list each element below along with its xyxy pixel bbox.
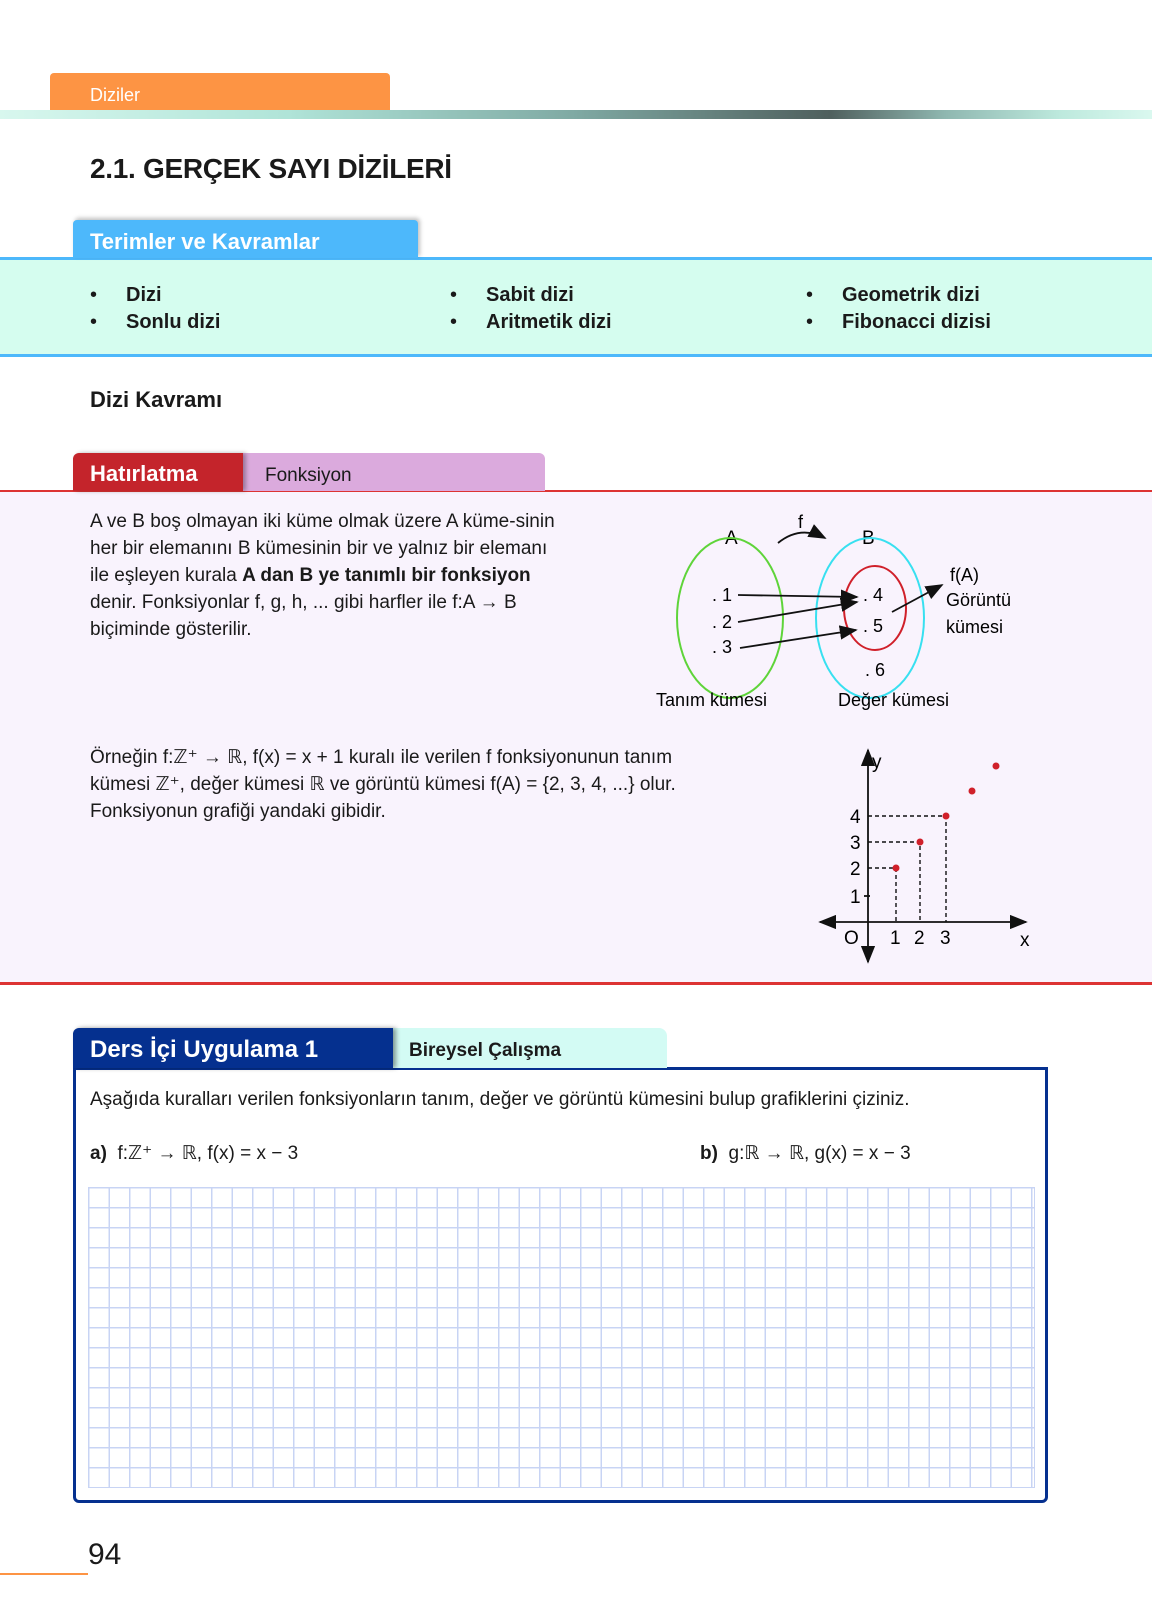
term-item: • Geometrik dizi [842,284,980,307]
image-label: f(A) [950,565,979,585]
reminder-topic-tab [230,453,545,491]
x-tick: 1 [890,928,901,949]
mapping-diagram [640,505,1020,715]
x-tick: 3 [940,928,951,949]
codomain-caption: Değer kümesi [838,690,950,710]
y-tick: 3 [850,833,861,854]
image-set-ellipse [844,566,906,650]
chapter-label: Diziler [90,85,141,105]
term-item: • Sabit dizi [486,284,574,307]
element-6: . 6 [865,660,886,680]
y-tick: 1 [850,887,861,908]
x-axis-label: x [1020,930,1030,951]
page-title: 2.1. GERÇEK SAYI DİZİLERİ [90,153,452,184]
exercise-part-a [90,1142,298,1165]
origin-label: O [844,928,859,949]
function-label: f [798,512,804,532]
part-label: a) [90,1143,107,1164]
element-2: . 2 [712,612,733,632]
chapter-tab [50,73,390,110]
term-item: • Fibonacci dizisi [842,311,991,334]
reminder-tab [73,453,243,491]
terms-tab [73,220,418,258]
answer-grid[interactable] [88,1187,1035,1488]
part-expression: f:ℤ⁺ → ℝ, f(x) = x − 3 [117,1143,299,1164]
set-b-label: B [862,528,875,549]
reminder-tab-label: Hatırlatma [90,461,198,486]
term-item: • Dizi [126,284,162,307]
exercise-mode-tab [385,1028,667,1068]
term-item: • Sonlu dizi [126,311,220,334]
definition-term: A dan B ye tanımlı bir fonksiyon [242,565,531,586]
term-item: • Aritmetik dizi [486,311,612,334]
header-bar [0,110,1152,119]
y-tick: 2 [850,859,861,880]
x-tick: 2 [914,928,925,949]
terms-box [0,257,1152,357]
function-graph [800,730,1040,970]
page-number: 94 [88,1538,122,1571]
y-axis-label: y [872,752,882,773]
terms-tab-label: Terimler ve Kavramlar [90,229,320,254]
element-5: . 5 [863,616,884,636]
element-1: . 1 [712,585,733,605]
exercise-tab [73,1028,393,1068]
element-4: . 4 [863,585,884,605]
domain-caption: Tanım kümesi [656,690,768,710]
page-number-rule [0,1573,88,1575]
set-a-label: A [725,528,738,549]
reminder-topic: Fonksiyon [265,465,352,486]
exercise-instruction: Aşağıda kuralları verilen fonksiyonların tanım, değer ve görüntü kümesini bulup grafiklerini çiziniz. [90,1089,910,1110]
example-line: Fonksiyonun grafiği yandaki gibidir. [90,801,386,822]
section-title: Dizi Kavramı [90,387,223,412]
part-expression: g:ℝ → ℝ, g(x) = x − 3 [728,1143,911,1164]
example-line: Örneğin f:ℤ⁺ → ℝ, f(x) = x + 1 kuralı ile verilen f fonksiyonunun tanım [90,747,673,768]
function-arrow-icon [778,533,825,543]
example-text [90,744,790,825]
exercise-mode: Bireysel Çalışma [409,1040,562,1061]
exercise-tab-label: Ders İçi Uygulama 1 [90,1036,319,1063]
image-caption: kümesi [946,617,1004,637]
function-definition [90,508,570,643]
example-line: kümesi ℤ⁺, değer kümesi ℝ ve görüntü kümesi f(A) = {2, 3, 4, ...} olur. [90,774,676,795]
part-label: b) [700,1143,718,1164]
image-caption: Görüntü [946,590,1012,610]
element-3: . 3 [712,637,733,657]
definition-text: denir. Fonksiyonlar f, g, h, ... gibi harfler ile f:A → B biçiminde gösterilir. [90,592,517,640]
definition-text: A ve B boş olmayan iki küme olmak üzere A küme-sinin her bir elemanını B kümesinin bir ve yalnız bir elemanı ile eşleyen kurala [90,511,555,586]
exercise-part-b [700,1142,911,1165]
y-tick: 4 [850,807,861,828]
data-points [893,763,1000,872]
